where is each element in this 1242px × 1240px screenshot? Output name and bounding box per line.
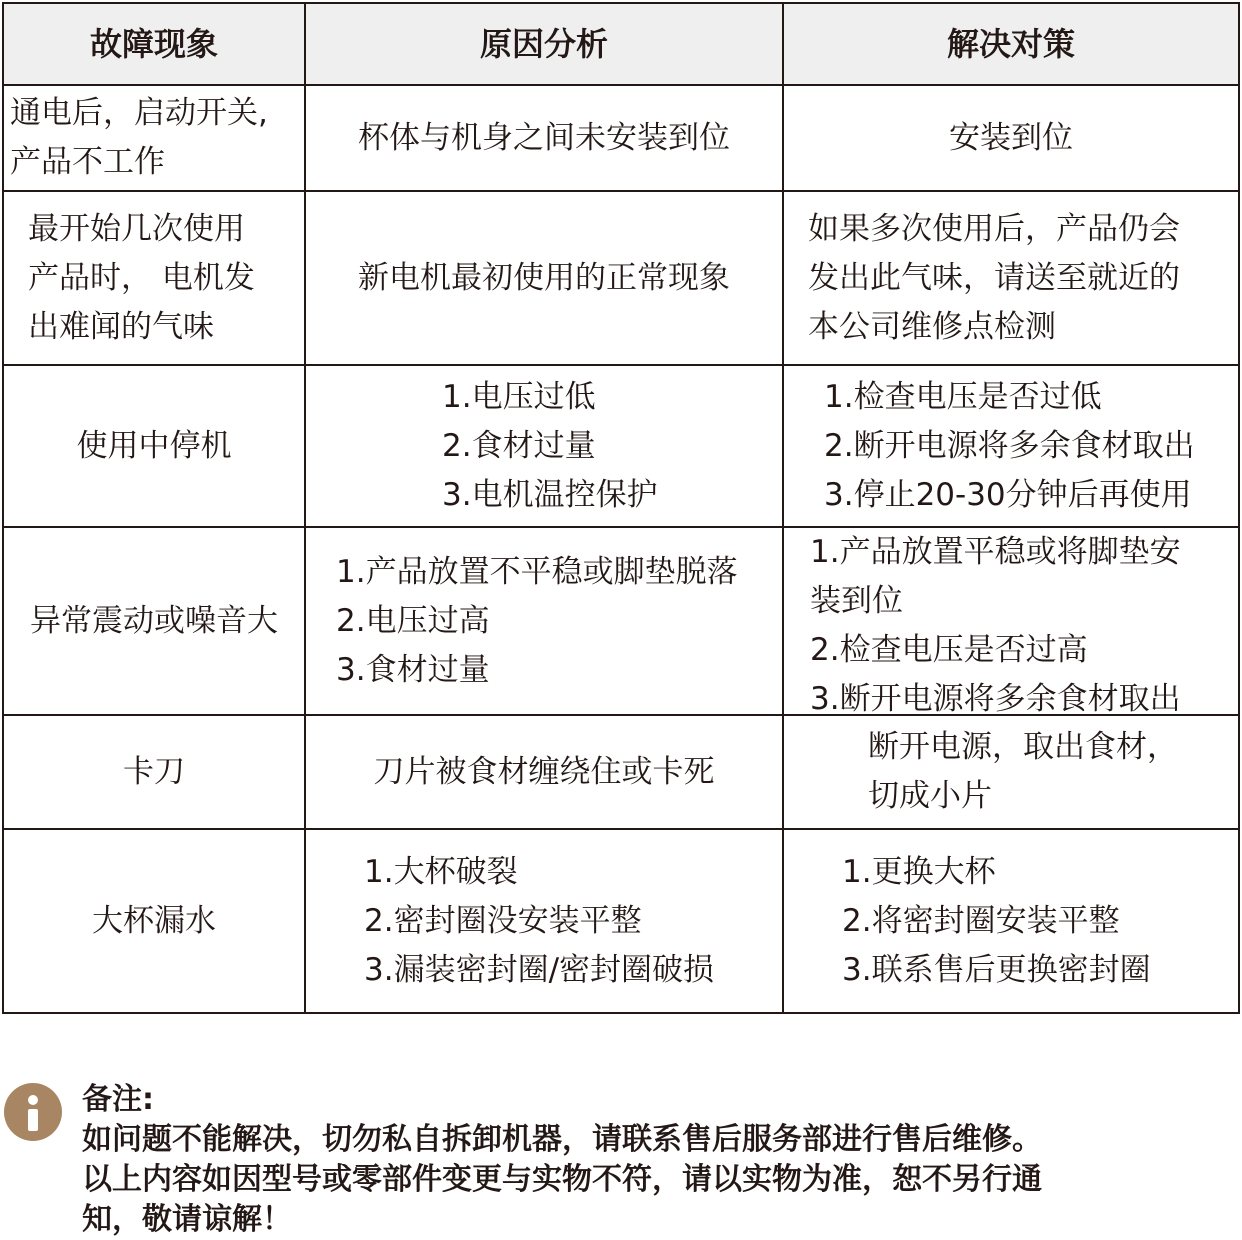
solution-cell: 安装到位 <box>782 86 1238 190</box>
cause-cell: 1.电压过低 2.食材过量 3.电机温控保护 <box>304 366 782 526</box>
note-title: 备注: <box>82 1082 154 1117</box>
header-symptom: 故障现象 <box>89 24 218 63</box>
troubleshooting-table <box>2 2 1240 1014</box>
symptom-cell: 最开始几次使用 产品时， 电机发 出难闻的气味 <box>28 210 255 345</box>
solution-cell: 1.检查电压是否过低 2.断开电源将多余食材取出 3.停止20-30分钟后再使用 <box>782 366 1238 526</box>
note-section <box>0 1060 1242 1237</box>
solution-cell: 断开电源，取出食材， 切成小片 <box>782 716 1238 828</box>
table-row <box>4 830 1238 1012</box>
cause-cell: 新电机最初使用的正常现象 <box>304 192 782 364</box>
symptom-cell: 大杯漏水 <box>92 902 216 939</box>
cause-cell: 1.大杯破裂 2.密封圈没安装平整 3.漏装密封圈/密封圈破损 <box>304 830 782 1012</box>
cause-cell: 杯体与机身之间未安装到位 <box>304 86 782 190</box>
note-text <box>82 1080 1042 1240</box>
cause-cell: 刀片被食材缠绕住或卡死 <box>304 716 782 828</box>
header-solution: 解决对策 <box>782 4 1238 84</box>
table-row <box>4 86 1238 190</box>
solution-cell: 1.产品放置平稳或将脚垫安 装到位 2.检查电压是否过高 3.断开电源将多余食材取出 <box>782 528 1238 714</box>
symptom-cell: 异常震动或噪音大 <box>30 602 278 639</box>
note-line: 如问题不能解决，切勿私自拆卸机器，请联系售后服务部进行售后维修。 <box>82 1122 1042 1157</box>
table-row <box>4 528 1238 714</box>
symptom-cell: 通电后，启动开关, 产品不工作 <box>10 95 268 180</box>
note-line: 以上内容如因型号或零部件变更与实物不符，请以实物为准，恕不另行通 <box>82 1162 1042 1197</box>
info-icon <box>4 1083 62 1141</box>
note-line: 知，敬请谅解！ <box>82 1202 292 1237</box>
table-header-row <box>4 4 1238 84</box>
symptom-cell: 卡刀 <box>123 753 185 790</box>
table-row <box>4 716 1238 828</box>
symptom-cell: 使用中停机 <box>76 427 232 464</box>
solution-cell: 1.更换大杯 2.将密封圈安装平整 3.联系售后更换密封圈 <box>782 830 1238 1012</box>
solution-cell: 如果多次使用后，产品仍会 发出此气味，请送至就近的 本公司维修点检测 <box>782 192 1238 364</box>
table-row <box>4 192 1238 364</box>
cause-cell: 1.产品放置不平稳或脚垫脱落 2.电压过高 3.食材过量 <box>304 528 782 714</box>
header-cause: 原因分析 <box>304 4 782 84</box>
table-row <box>4 366 1238 526</box>
